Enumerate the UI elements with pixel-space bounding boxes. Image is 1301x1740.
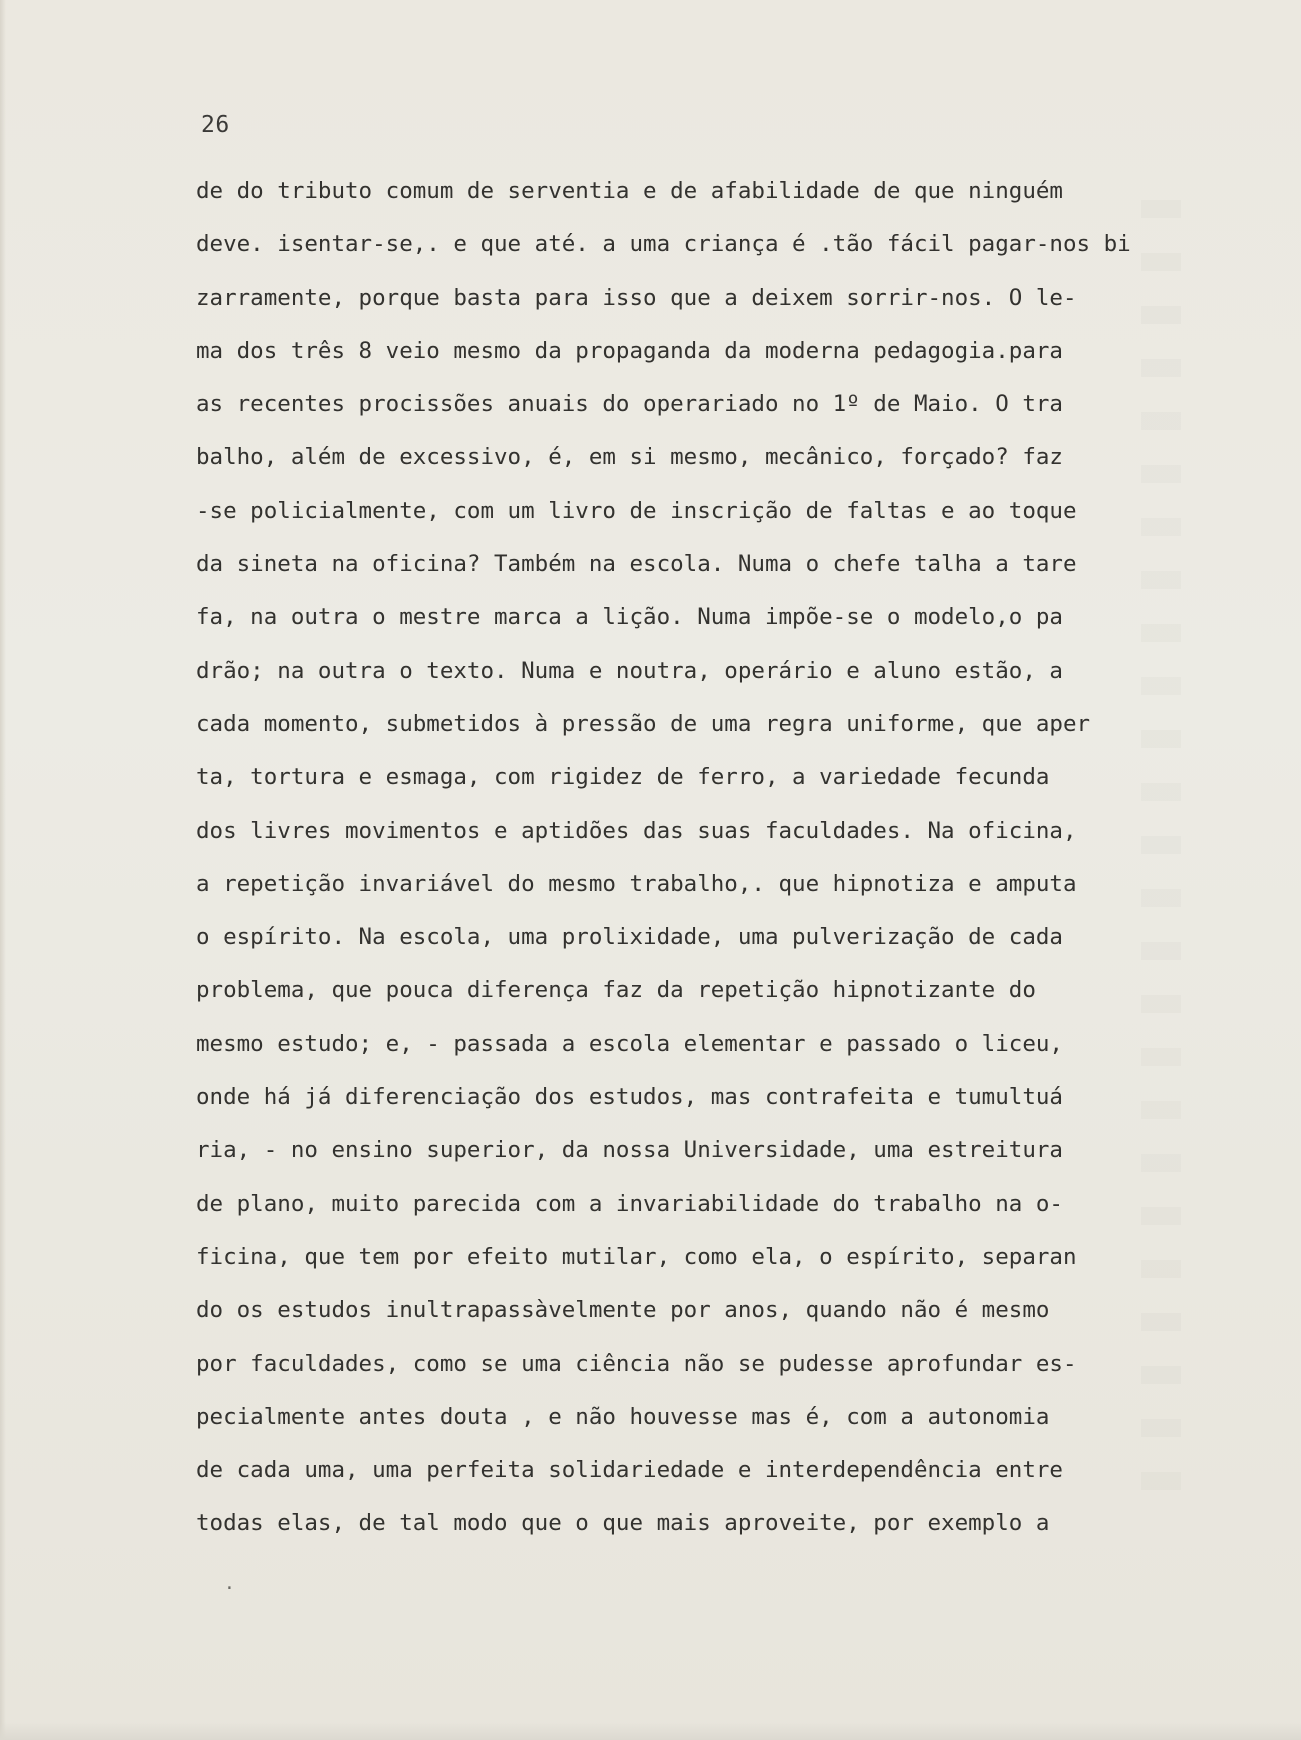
text-line: de cada uma, uma perfeita solidariedade e interdependência entre bbox=[196, 1457, 1063, 1484]
text-line: pecialmente antes douta , e não houvesse mas é, com a autonomia bbox=[196, 1403, 1050, 1430]
page-number: 26 bbox=[201, 112, 230, 138]
text-line: dos livres movimentos e aptidões das suas faculdades. Na oficina, bbox=[196, 817, 1077, 844]
typed-text-body bbox=[196, 165, 1216, 1551]
text-line: da sineta na oficina? Também na escola. Numa o chefe talha a tare bbox=[196, 551, 1077, 578]
text-line: cada momento, submetidos à pressão de uma regra uniforme, que aper bbox=[196, 710, 1091, 737]
text-line: as recentes procissões anuais do operariado no 1º de Maio. O tra bbox=[196, 391, 1063, 418]
text-line: -se policialmente, com um livro de inscrição de faltas e ao toque bbox=[196, 497, 1077, 524]
text-line: ficina, que tem por efeito mutilar, como ela, o espírito, separan bbox=[196, 1243, 1077, 1270]
text-line: todas elas, de tal modo que o que mais aproveite, por exemplo a bbox=[196, 1510, 1050, 1537]
text-line: de do tributo comum de serventia e de afabilidade de que ninguém bbox=[196, 178, 1063, 204]
text-line: ta, tortura e esmaga, com rigidez de ferro, a variedade fecunda bbox=[196, 764, 1050, 791]
text-line: por faculdades, como se uma ciência não se pudesse aprofundar es- bbox=[196, 1350, 1077, 1377]
text-line: do os estudos inultrapassàvelmente por anos, quando não é mesmo bbox=[196, 1297, 1050, 1324]
page-left-edge bbox=[0, 0, 6, 1740]
text-line: ma dos três 8 veio mesmo da propaganda da moderna pedagogia.para bbox=[196, 337, 1063, 364]
text-line: mesmo estudo; e, - passada a escola elementar e passado o liceu, bbox=[196, 1030, 1063, 1057]
page-bottom-edge bbox=[0, 1722, 1301, 1740]
text-line: balho, além de excessivo, é, em si mesmo, mecânico, forçado? faz bbox=[196, 444, 1063, 471]
text-line: o espírito. Na escola, uma prolixidade, uma pulverização de cada bbox=[196, 924, 1063, 951]
text-line: problema, que pouca diferença faz da repetição hipnotizante do bbox=[196, 977, 1036, 1004]
text-line: drão; na outra o texto. Numa e noutra, operário e aluno estão, a bbox=[196, 657, 1063, 684]
text-line: ria, - no ensino superior, da nossa Universidade, uma estreitura bbox=[196, 1137, 1063, 1164]
text-line: deve. isentar-se,. e que até. a uma criança é .tão fácil pagar-nos bi bbox=[196, 231, 1131, 258]
text-line: onde há já diferenciação dos estudos, mas contrafeita e tumultuá bbox=[196, 1084, 1063, 1111]
text-line: zarramente, porque basta para isso que a deixem sorrir-nos. O le- bbox=[196, 284, 1077, 311]
text-line: a repetição invariável do mesmo trabalho,. que hipnotiza e amputa bbox=[196, 870, 1077, 897]
text-line: fa, na outra o mestre marca a lição. Numa impõe-se o modelo,o pa bbox=[196, 604, 1063, 631]
stray-mark: · bbox=[224, 1578, 235, 1599]
text-line: de plano, muito parecida com a invariabilidade do trabalho na o- bbox=[196, 1190, 1063, 1217]
